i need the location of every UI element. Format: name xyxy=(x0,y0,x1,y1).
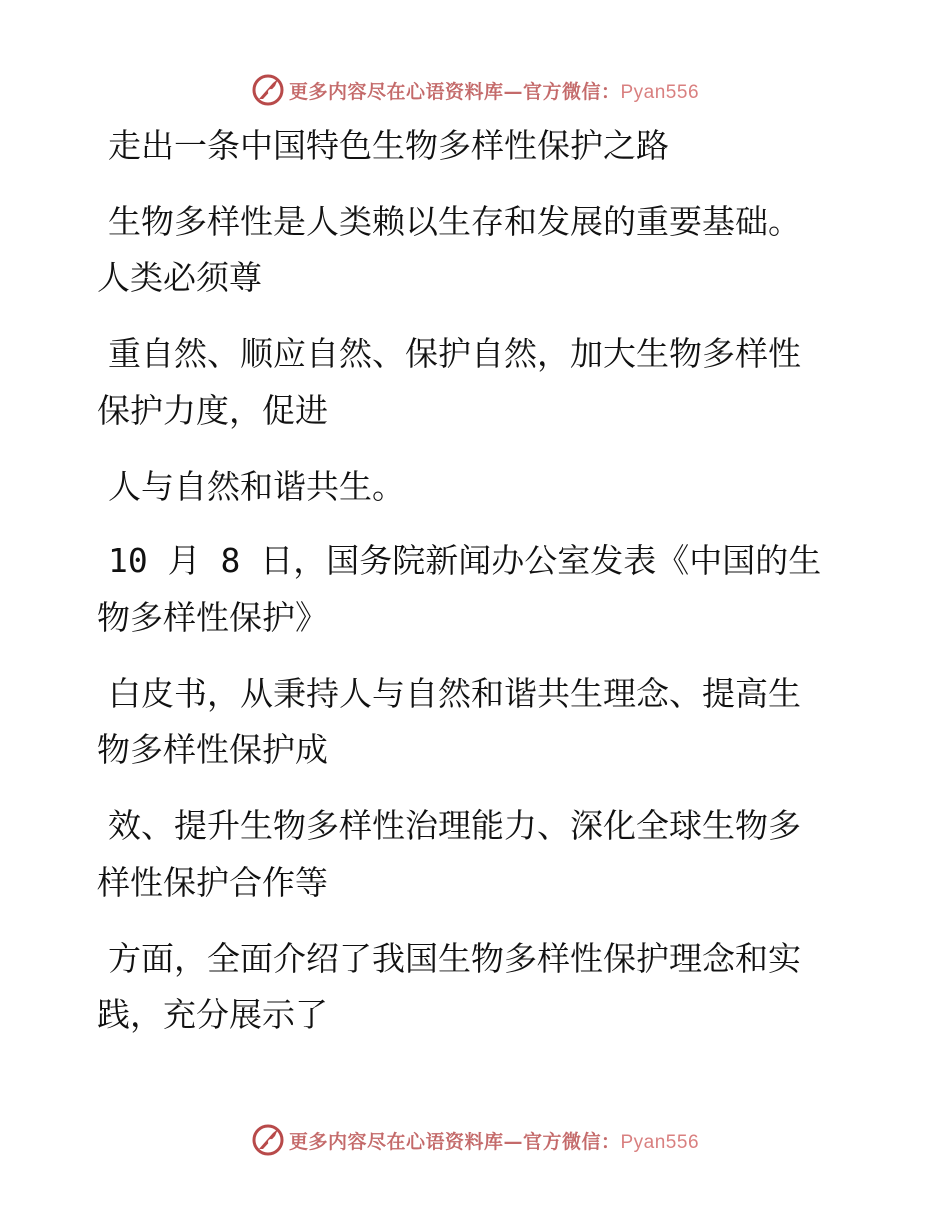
header-banner-text: 更多内容尽在心语资料库—官方微信：Pyan556 xyxy=(288,80,700,103)
paragraph-line: 方面，全面介绍了我国生物多样性保护理念和实 xyxy=(108,939,801,978)
footer-banner-handle: Pyan556 xyxy=(620,1131,700,1153)
footer-watermark-banner xyxy=(0,1120,950,1160)
paragraph-line: 重自然、顺应自然、保护自然，加大生物多样性 xyxy=(108,334,801,373)
paragraph-line: 生物多样性是人类赖以生存和发展的重要基础。 xyxy=(108,202,801,241)
document-title: 走出一条中国特色生物多样性保护之路 xyxy=(108,126,669,165)
paragraph-line: 效、提升生物多样性治理能力、深化全球生物多 xyxy=(108,806,801,845)
footer-banner-text: 更多内容尽在心语资料库—官方微信：Pyan556 xyxy=(288,1130,700,1153)
paragraph-line: 人类必须尊 xyxy=(97,258,262,297)
paragraph-line: 人与自然和谐共生。 xyxy=(108,467,405,506)
paragraph-line: 践，充分展示了 xyxy=(97,995,328,1034)
paragraph-line: 物多样性保护成 xyxy=(97,730,328,769)
paragraph-line: 物多样性保护》 xyxy=(97,598,328,637)
header-banner-handle: Pyan556 xyxy=(620,81,700,103)
paragraph-line: 白皮书，从秉持人与自然和谐共生理念、提高生 xyxy=(108,674,801,713)
paragraph-line: 样性保护合作等 xyxy=(97,863,328,902)
paragraph-line: 10 月 8 日，国务院新闻办公室发表《中国的生 xyxy=(108,541,822,580)
quill-logo-icon xyxy=(251,1123,285,1157)
paragraph-line: 保护力度，促进 xyxy=(97,391,328,430)
